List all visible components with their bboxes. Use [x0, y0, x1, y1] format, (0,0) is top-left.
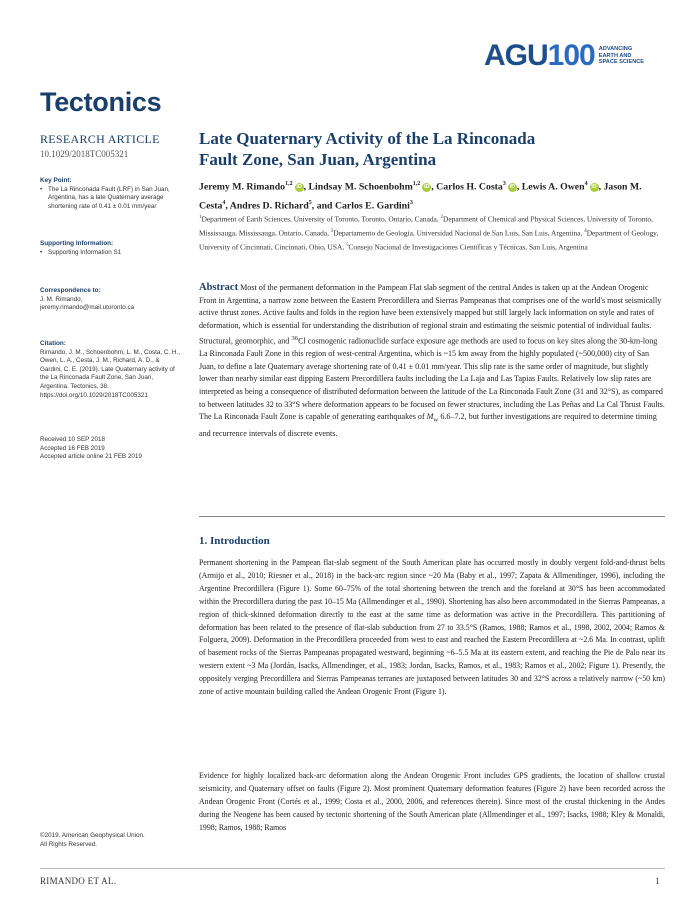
- affiliation-sup: 1: [199, 215, 202, 220]
- section-divider: [199, 516, 665, 517]
- abstract: [199, 282, 665, 440]
- logo-wordmark: [484, 41, 595, 71]
- author-separator: ,: [431, 181, 437, 193]
- title-line: Fault Zone, San Juan, Argentina: [199, 150, 437, 169]
- intro-paragraph-1: Permanent shortening in the Pampean flat-slab segment of the South American plate has occurred mostly in doubly vergent fold-and-thrust belts (Armijo et al., 2010; Riesner et al., 2018) in the back-arc region since ~20 Ma (Baby et al., 1997; Zapata & Allmendinger, 1996), including the Argentine Precordillera (Figure 1). Some 60–75% of the total shortening between the trench and the foreland at 30°S has been accommodated within the Precordillera during the past 10–15 Ma (Allmendinger et al., 1990). Shortening has also been accommodated in the Sierras Pampeanas, a region of thick-skinned deformation directly to the east at the same time as deformation was active in the Precordillera. This partitioning of deformation has been related to the presence of flat-slab subduction from 27 to 33.5°S (Ramos, 1988; Ramos et al., 1998, 2002, 2004; Ramos & Folguera, 2009). Deformation in the Precordillera proceeded from west to east and reached the Eastern Precordillera at ~2.6 Ma. In contrast, uplift of basement rocks of the Sierras Pampeanas propagated westward, beginning ~6–5.5 Ma at its eastern extent, and reaching the Pie de Palo near its western extent ~3 Ma (Jordán, Isacks, Allmendinger, et al., 1983; Jordan, Isacks, Ramos, et al., 1983; Ramos et al., 2002; Figure 1). Presently, the oppositely verging Precordillera and Sierras Pampeanas terranes are juxtaposed between latitudes 30 and 32°S across a relatively narrow (~50 km) zone of active mountain building called the Andean Orogenic Front (Figure 1).: [199, 558, 665, 697]
- orcid-icon[interactable]: iD: [591, 183, 597, 190]
- intro-paragraph-2: Evidence for highly localized back-arc deformation along the Andean Orogenic Front includes GPS gradients, the location of shallow crustal seismicity, and Quaternary offset on faults (Figure 2). Most prominent Quaternary deformation features (Figure 2) have been recorded across the Andean Orogenic Front (Cortés et al., 1999; Costa et al., 2000, 2006, and references therein). Since most of the crustal thickening in the Andes during the Neogene has been caused by tectonic shortening of the South American plate (Allmendinger et al., 1997; Isacks, 1988; Kley & Monaldi, 1998; Ramos, 1988; Ramos: [199, 771, 665, 832]
- affiliation-text: Department of Chemical and Physical Sciences, University of Toronto, Mississauga, Mississauga, Ontario, Canada,: [199, 214, 653, 238]
- author-affil-sup: 4: [584, 181, 588, 187]
- abstract-subscript: w: [433, 416, 439, 424]
- abstract-text: 6.6–7.2, but further investigations are required to determine timing and recurrence intervals of discrete events.: [199, 412, 657, 438]
- copyright-line: ©2019. American Geophysical Union.: [40, 832, 145, 839]
- correspondence-email[interactable]: jeremy.rimando@mail.utoronto.ca: [40, 304, 135, 312]
- logo-tag-line: EARTH AND: [598, 52, 632, 59]
- logo-tag-line: SPACE SCIENCE: [598, 59, 645, 66]
- affiliation-text: Department of Geology, University of Cincinnati, Cincinnati, Ohio, USA,: [199, 228, 659, 251]
- bullet: •: [40, 185, 43, 193]
- orcid-icon[interactable]: iD: [296, 183, 302, 190]
- title-line: Late Quaternary Activity of the La Rinconada: [199, 129, 536, 148]
- author-name: Andres D. Richard: [229, 200, 309, 212]
- citation-heading: Citation:: [40, 340, 66, 347]
- dates-block: [40, 436, 180, 462]
- running-head: RIMANDO ET AL.: [40, 876, 117, 886]
- key-point-text: The La Rinconada Fault (LRF) in San Juan, Argentina, has a late Quaternary average shortening rate of 0.41 ± 0.01 mm/year: [48, 185, 170, 210]
- affiliations: [199, 212, 665, 253]
- correspondence-name: J. M. Rimando,: [40, 295, 83, 303]
- received-date: Received 10 SEP 2018: [40, 436, 105, 443]
- abstract-heading: Abstract: [199, 282, 239, 293]
- footer-divider: [40, 868, 665, 869]
- article-doi[interactable]: 10.1029/2018TC005321: [40, 149, 129, 159]
- copyright-block: [40, 832, 180, 849]
- affiliation-text: Consejo Nacional de Investigaciones Científicas y Técnicas, San Luis, Argentina: [348, 242, 588, 251]
- affiliation-text: Departamento de Geología, Universidad Nacional de San Luis, San Luis, Argentina,: [333, 228, 585, 238]
- affiliation-sup: 5: [345, 242, 349, 248]
- author-affil-sup: 3: [502, 181, 506, 187]
- key-point-item: [40, 186, 180, 212]
- abstract-magnitude: M: [426, 412, 434, 422]
- supporting-info-item[interactable]: [40, 249, 180, 258]
- logo-agu: AGU: [484, 39, 548, 72]
- affiliation-sup: 2: [440, 215, 444, 220]
- abstract-text: Cl cosmogenic radionuclide surface exposure age methods are used to focus on key sites along the 30-km-long La Rinconada Fault Zone in this region of west-central Argentina, which is ~15 km away from the highly populated (~500,000) city of San Juan, to define a late Quaternary average shortening rate of 0.41 ± 0.01 mm/year. This slip rate is the same order of magnitude, but slightly lower than nearby similar east dipping Eastern Precordillera faults including the La Laja and Las Tapias Faults. Relatively low slip rates are interpreted as being a consequence of distributed deformation between the latitude of the La Rinconada Fault Zone (31 and 32°S), as compared to between latitudes 32 to 33°S where deformation appears to be focused on fewer structures, including the Las Peñas and La Cal Thrust Faults. The La Rinconada Fault Zone is capable of generating earthquakes of: [199, 336, 665, 422]
- copyright-line: All Rights Reserved.: [40, 840, 98, 848]
- author-name: Lindsay M. Schoenbohm: [308, 181, 413, 193]
- orcid-icon[interactable]: iD: [509, 183, 516, 190]
- author-affil-sup: 1,2: [412, 181, 421, 187]
- section-heading: 1. Introduction: [199, 535, 270, 547]
- author-name: Jeremy M. Rimando: [199, 181, 286, 193]
- logo-tagline: [599, 46, 644, 66]
- supporting-info-block: [40, 240, 180, 257]
- affiliation-sup: 3: [330, 228, 334, 234]
- logo-tag-line: ADVANCING: [598, 46, 633, 53]
- citation-block: [40, 340, 180, 400]
- key-point-heading: Key Point:: [40, 177, 72, 184]
- citation-text: Rimando, J. M., Schoenbohm, L. M., Costa, C. H., Owen, L. A., Cesta, J. M., Richard, A. D., & Gardini, C. E. (2019). Late Quaternary activity of the La Rinconada Fault Zone, San Juan, Argentina. Tectonics, 38. https://doi.org/10.1029/2018TC005321: [40, 348, 180, 399]
- author-separator: ,: [516, 181, 522, 193]
- accepted-date: Accepted 16 FEB 2019: [40, 444, 105, 452]
- logo-num: 100: [547, 39, 595, 72]
- affiliation-text: Department of Earth Sciences, University of Toronto, Toronto, Ontario, Canada,: [201, 214, 441, 224]
- author-separator: ,: [303, 181, 309, 193]
- abstract-superscript: 36: [291, 334, 299, 342]
- author-name: Jason M. Cesta: [199, 181, 642, 212]
- supporting-info-link[interactable]: Supporting Information S1: [48, 248, 122, 256]
- correspondence-heading: Correspondence to:: [40, 287, 101, 294]
- author-separator: ,: [598, 181, 604, 193]
- correspondence-block: [40, 287, 180, 313]
- article-type: RESEARCH ARTICLE: [40, 132, 160, 146]
- author-separator: ,: [225, 200, 230, 212]
- affiliation-sup: 4: [584, 228, 587, 234]
- author-list: [199, 176, 669, 215]
- author-affil-sup: 5: [308, 200, 312, 207]
- article-title: [199, 128, 649, 170]
- author-name: Carlos E. Gardini: [334, 200, 410, 212]
- author-separator: , and: [311, 200, 335, 212]
- supporting-info-heading: Supporting Information:: [40, 240, 114, 247]
- author-affil-sup: 1,2: [285, 181, 293, 187]
- author-affil-sup: 4: [222, 200, 226, 207]
- author-affil-sup: 3: [409, 200, 413, 207]
- agu100-logo: [484, 41, 644, 71]
- author-name: Carlos H. Costa: [436, 181, 503, 193]
- journal-title: Tectonics: [40, 87, 162, 117]
- page-number: 1: [655, 876, 660, 886]
- author-name: Lewis A. Owen: [521, 181, 585, 193]
- bullet: •: [40, 248, 43, 256]
- key-point-block: [40, 177, 180, 211]
- orcid-icon[interactable]: iD: [424, 183, 430, 190]
- abstract-text: Most of the permanent deformation in the Pampean Flat slab segment of the central Andes is taken up at the Andean Orogenic Front in Argentina, a narrow zone between the Eastern Precordillera and Sierras Pampeanas that comprises one of the world's most seismically active thrust zones. Active faults and folds in the region have been extensively mapped but still largely lack information on style and rates of deformation, which is essential for understanding the distribution of regional strain and estimating the seismic potential of individual faults. Structural, geomorphic, and: [199, 283, 662, 346]
- accepted-online-date: Accepted article online 21 FEB 2019: [40, 453, 142, 461]
